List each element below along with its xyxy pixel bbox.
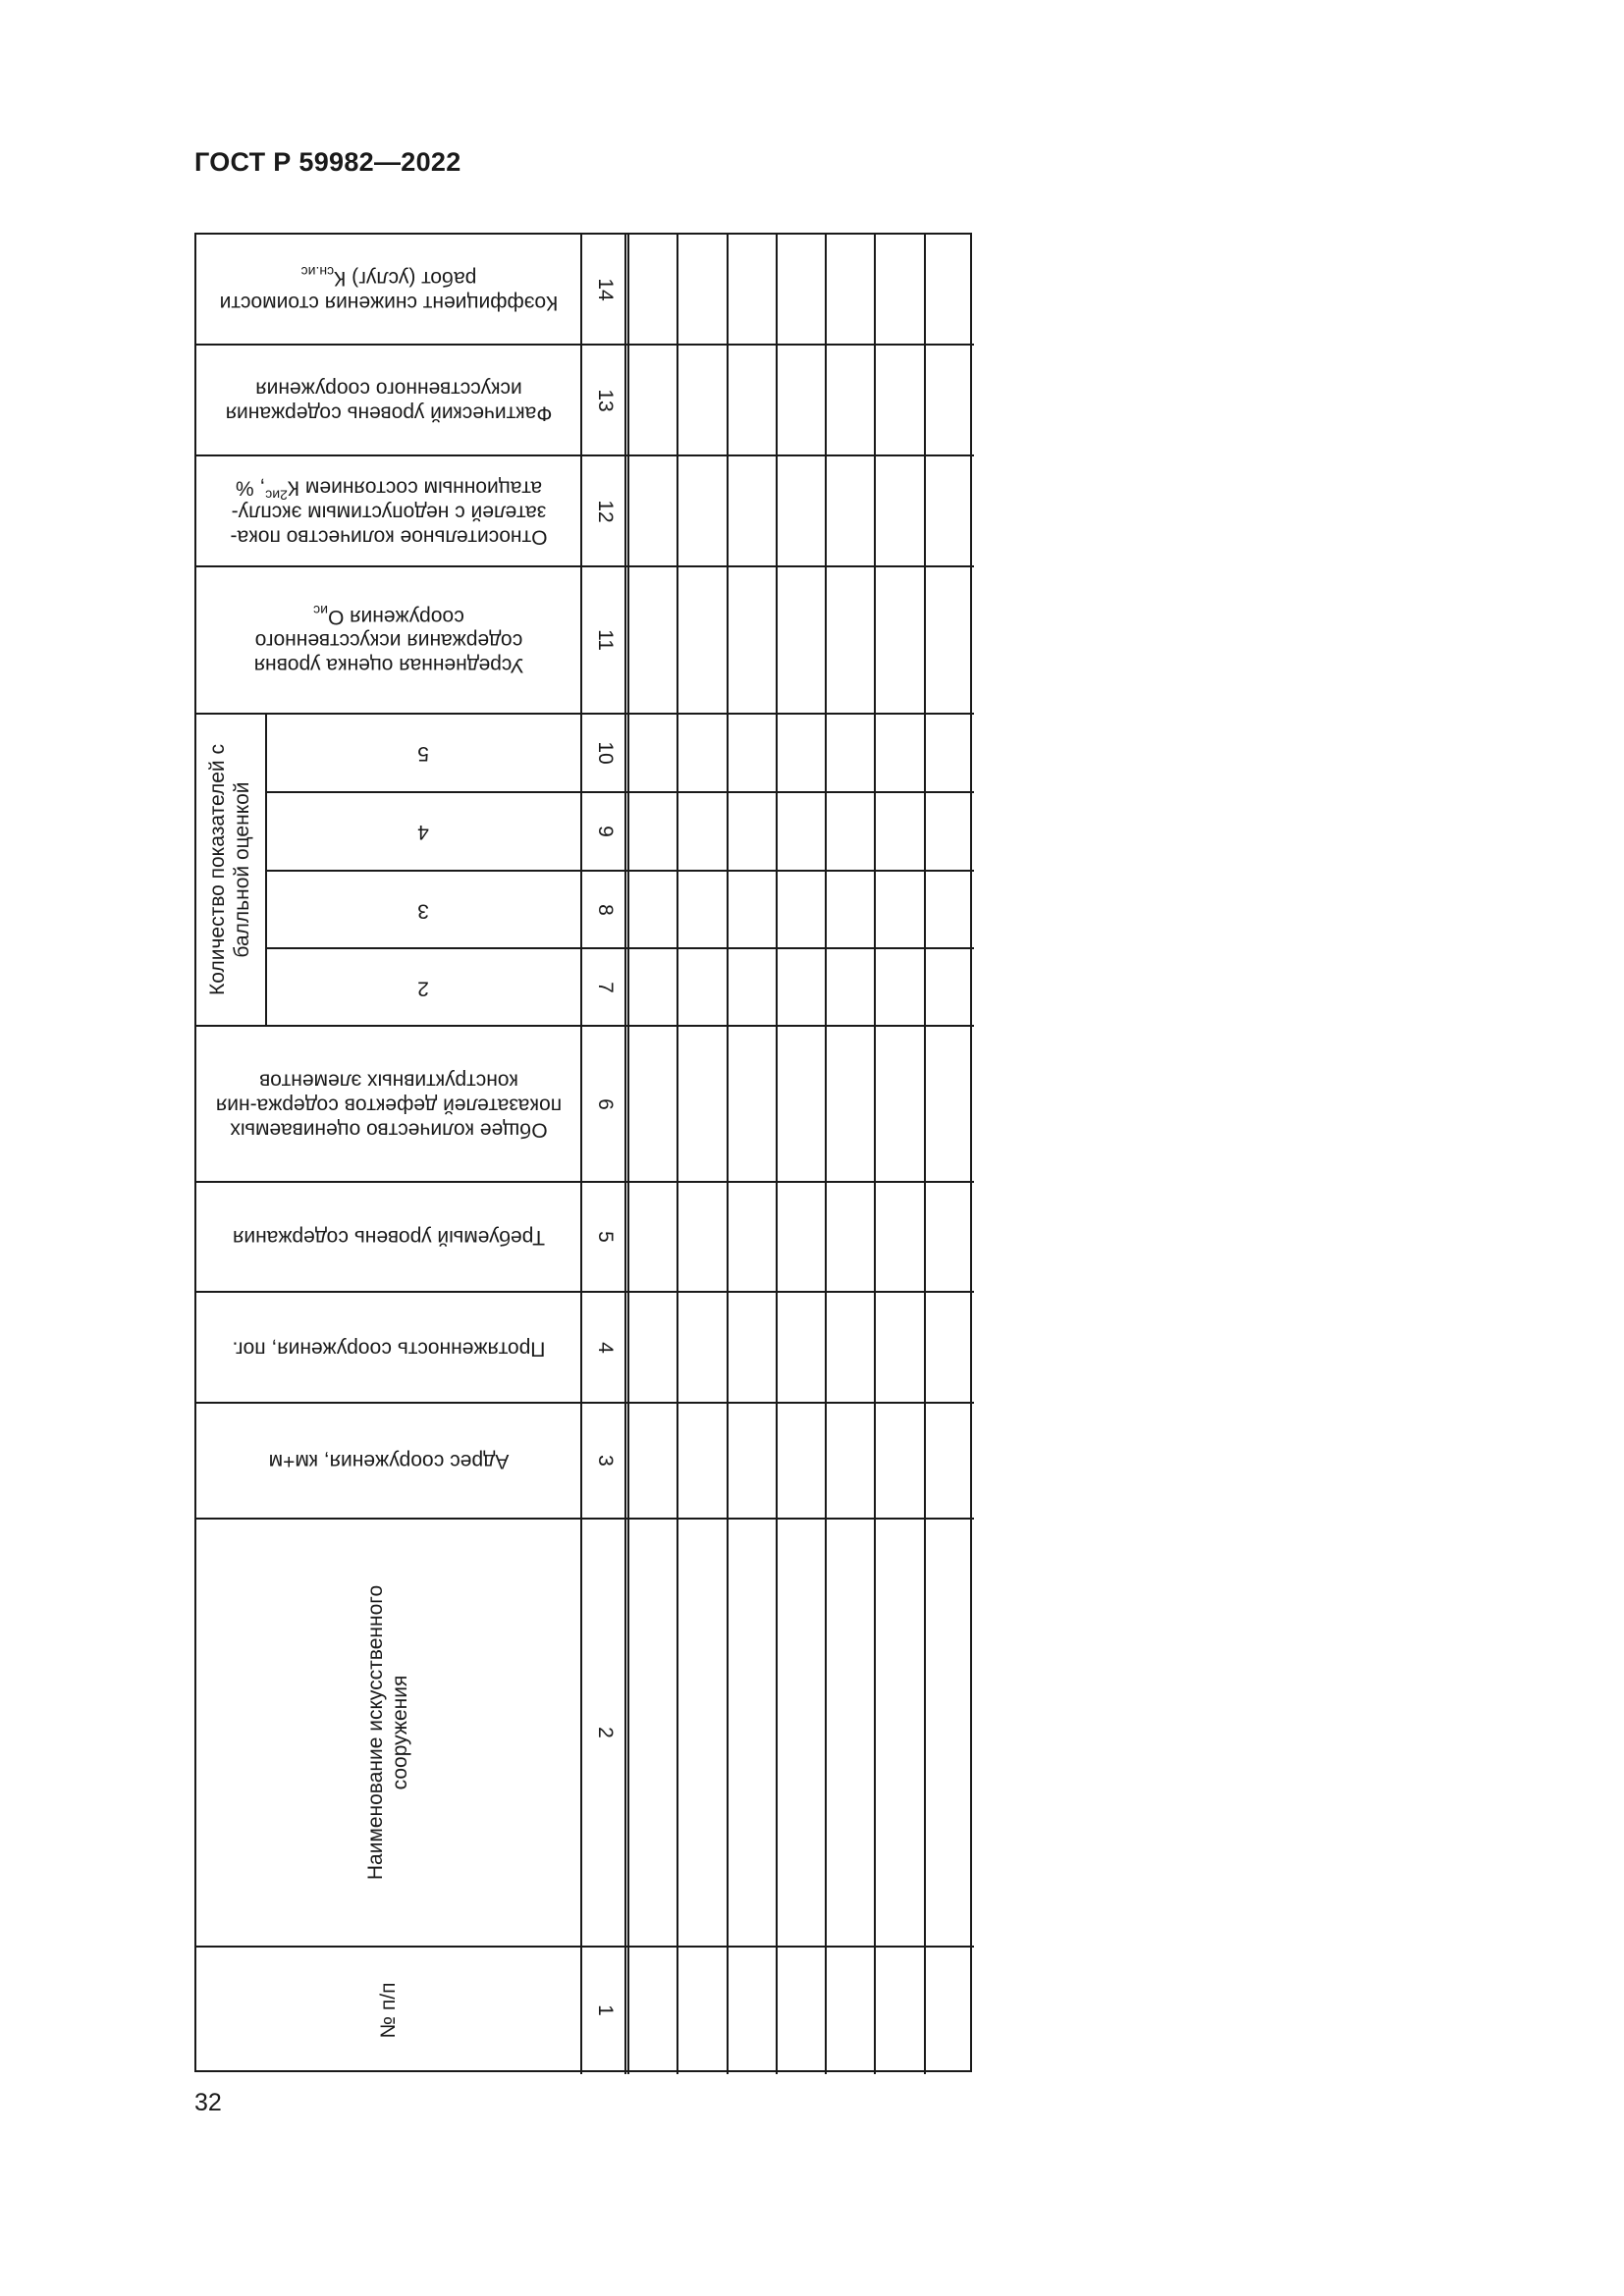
header-divider <box>196 713 581 715</box>
page-number: 32 <box>194 2089 222 2116</box>
header-divider <box>265 947 581 949</box>
column-header-text: 2 <box>417 976 429 999</box>
header-divider <box>196 1025 581 1027</box>
group-header-score-counts: Количество показателей с балльной оценкой <box>206 744 253 995</box>
column-header-6 <box>211 1031 567 1177</box>
column-header-text: Коэффициент снижения стоимости работ (услуг) <box>219 267 559 314</box>
column-header-4 <box>211 1297 567 1398</box>
column-number-12: 12 <box>594 499 618 523</box>
column-header-text: Фактический уровень содержания искусственного сооружения <box>225 377 553 425</box>
row-divider <box>581 713 974 715</box>
data-row-divider <box>677 235 678 2074</box>
data-row-divider <box>874 235 876 2074</box>
column-header-5 <box>211 1187 567 1287</box>
unit: , % <box>235 476 266 500</box>
symbol: О <box>327 605 345 628</box>
data-row-divider <box>825 235 827 2074</box>
column-number-5: 5 <box>594 1231 618 1243</box>
row-divider <box>581 1946 974 1948</box>
data-row-divider <box>727 235 729 2074</box>
header-divider <box>196 344 581 346</box>
column-number-6: 6 <box>594 1097 618 1110</box>
row-divider <box>581 454 974 456</box>
column-header-text: 4 <box>417 821 429 844</box>
column-number-8: 8 <box>594 903 618 916</box>
column-header-text: 5 <box>417 742 429 766</box>
column-header-text: Протяженность сооружения, пог. <box>232 1336 546 1360</box>
column-header-3 <box>211 1408 567 1514</box>
header-divider <box>196 1181 581 1183</box>
header-divider <box>196 1291 581 1293</box>
column-header-text: Наименование искусственного сооружения <box>364 1584 411 1881</box>
symbol-index: сн.ис <box>300 264 335 280</box>
row-divider <box>581 565 974 567</box>
column-header-13 <box>211 349 567 451</box>
column-number-13: 13 <box>594 388 618 412</box>
row-divider <box>581 870 974 872</box>
column-number-1: 1 <box>594 2004 618 2016</box>
row-divider <box>581 1518 974 1520</box>
column-header-11 <box>211 571 567 709</box>
symbol-index: 2ис <box>265 487 288 504</box>
symbol: К <box>287 476 300 500</box>
document-header: ГОСТ Р 59982—2022 <box>194 147 461 177</box>
column-header-2 <box>206 1528 571 1937</box>
column-header-text: Адрес сооружения, км+м <box>268 1450 510 1473</box>
column-header-text: Общее количество оцениваемых показателей дефектов содержа-ния конструктивных элементов <box>215 1069 563 1141</box>
column-header-text: 3 <box>417 898 429 922</box>
column-header-14 <box>211 240 567 340</box>
header-divider <box>265 870 581 872</box>
header-divider <box>196 1402 581 1404</box>
row-divider <box>581 947 974 949</box>
row-divider <box>581 791 974 793</box>
row-divider <box>581 1402 974 1404</box>
column-header-text: № п/п <box>376 1982 400 2039</box>
row-divider <box>581 1181 974 1183</box>
header-divider <box>196 565 581 567</box>
column-header-9 <box>280 797 567 866</box>
group-divider <box>265 714 267 1026</box>
row-divider <box>581 344 974 346</box>
column-header-text: Относительное количество пока-зателей с недопустимым эксплу-атационным состоянием <box>230 476 548 548</box>
header-divider <box>196 1946 581 1948</box>
symbol: К <box>334 267 347 290</box>
column-number-7: 7 <box>594 981 618 993</box>
row-divider <box>581 1291 974 1293</box>
assessment-table <box>194 233 972 2072</box>
column-header-12 <box>211 460 567 561</box>
column-header-1 <box>206 1956 571 2064</box>
column-number-4: 4 <box>594 1341 618 1354</box>
header-divider <box>196 1518 581 1520</box>
column-number-9: 9 <box>594 826 618 837</box>
column-number-3: 3 <box>594 1455 618 1467</box>
column-number-11: 11 <box>594 629 618 651</box>
column-number-14: 14 <box>594 278 618 301</box>
column-header-text: Требуемый уровень содержания <box>233 1226 545 1250</box>
symbol-index: ис <box>313 602 328 618</box>
column-number-10: 10 <box>594 741 618 765</box>
data-row-divider <box>924 235 926 2074</box>
column-header-8 <box>280 876 567 943</box>
data-row-divider <box>776 235 778 2074</box>
row-divider <box>581 1025 974 1027</box>
column-header-7 <box>280 953 567 1021</box>
column-header-text: Усредненная оценка уровня содержания искусственного сооружения <box>253 605 524 677</box>
header-divider <box>196 454 581 456</box>
column-header-10 <box>280 719 567 787</box>
header-divider <box>265 791 581 793</box>
column-number-2: 2 <box>594 1727 618 1738</box>
